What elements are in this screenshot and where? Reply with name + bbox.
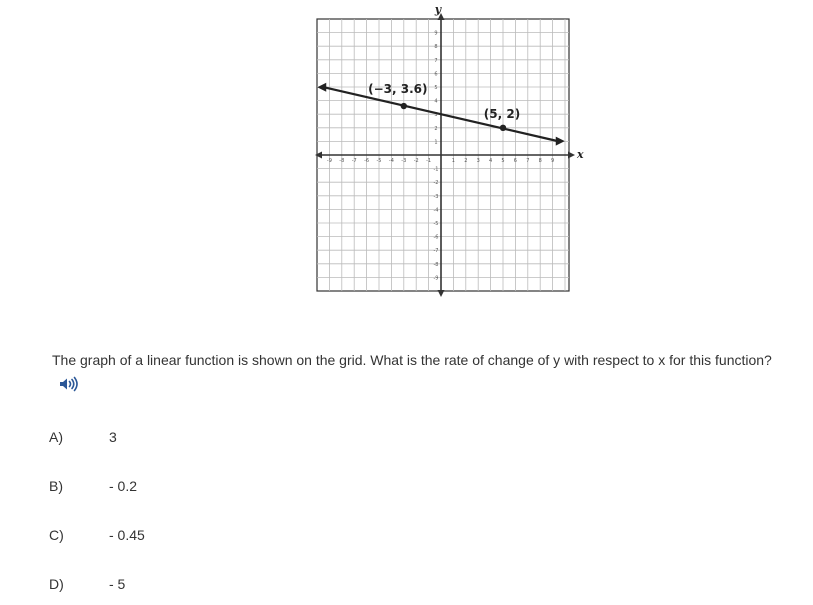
y-tick-label: -9 [433,275,439,282]
x-tick-label: -9 [326,158,332,164]
function-point [500,125,506,131]
x-tick-label: -6 [364,158,370,164]
y-tick-label: 1 [434,139,438,146]
answer-choice-d[interactable] [49,574,349,594]
x-tick-label: 4 [489,158,493,164]
x-tick-label: 6 [513,158,517,164]
y-tick-label: -1 [433,166,439,173]
audio-play-button[interactable] [58,376,80,392]
y-tick-label: -4 [433,207,439,214]
point-label: (5, 2) [483,106,521,121]
answer-choice-c[interactable] [49,525,349,545]
y-tick-label: -8 [433,261,439,268]
x-tick-label: -4 [388,158,394,164]
y-tick-label: -5 [433,221,439,227]
x-axis-label: x [577,148,584,161]
x-tick-label: 1 [451,158,455,164]
answer-choice-a[interactable] [49,427,349,447]
y-tick-label: -7 [433,248,439,255]
function-point [401,103,407,109]
choice-letter: D) [49,576,64,592]
answer-choice-b[interactable] [49,476,349,496]
question-text: The graph of a linear function is shown on the grid. What is the rate of change of y with respect to x for this function? [52,352,772,368]
x-tick-label: 8 [538,158,542,164]
x-tick-label: -7 [351,158,357,164]
choice-value: 3 [109,429,117,445]
y-tick-label: 3 [434,112,438,119]
x-tick-label: -5 [376,158,382,164]
choice-value: - 5 [109,576,126,592]
y-axis-label: y [434,3,442,16]
point-label: (−3, 3.6) [368,82,428,97]
x-tick-label: 2 [464,158,468,164]
x-tick-label: -8 [339,158,345,164]
coordinate-grid-svg [305,3,584,296]
choice-value: - 0.45 [109,527,145,543]
x-tick-label: 7 [526,158,530,164]
x-tick-label: 5 [501,158,505,164]
y-tick-label: 8 [434,44,438,51]
y-tick-label: 6 [434,71,438,78]
y-tick-label: -3 [433,193,439,200]
y-tick-label: 5 [434,85,438,91]
choice-letter: A) [49,429,63,445]
y-tick-label: 7 [434,57,438,64]
choice-letter: B) [49,478,63,494]
x-tick-label: 9 [551,158,555,164]
y-tick-label: -6 [433,234,439,241]
coordinate-grid-figure [305,3,584,296]
y-tick-label: 4 [434,98,438,105]
x-axis-arrow-right [568,152,575,159]
y-tick-label: 2 [434,125,438,132]
choice-value: - 0.2 [109,478,138,494]
y-tick-label: -2 [433,180,439,187]
x-tick-label: -3 [401,158,407,164]
x-tick-label: -2 [413,158,419,164]
y-tick-label: 9 [434,30,438,37]
speaker-icon [58,376,80,392]
x-tick-label: 3 [476,158,480,164]
y-axis-arrow-down [438,290,445,297]
x-tick-label: -1 [426,158,432,164]
choice-letter: C) [49,527,64,543]
